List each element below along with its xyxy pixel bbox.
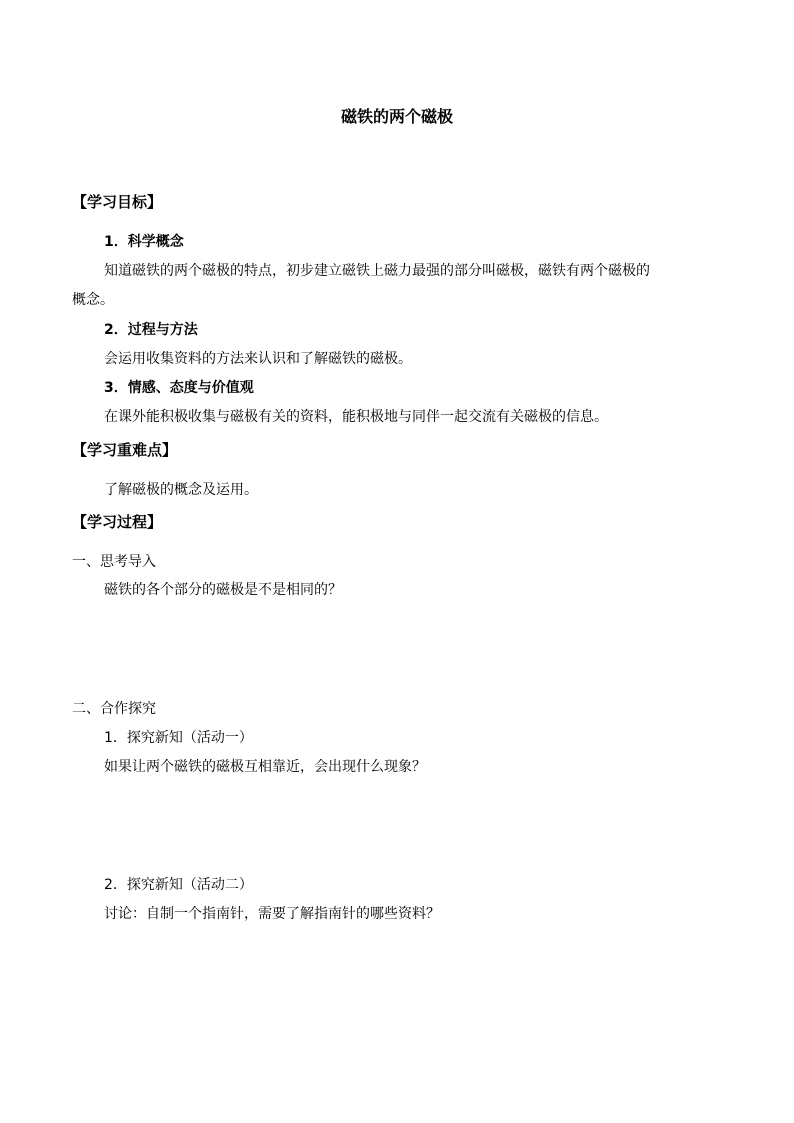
key-points-heading: 【学习重难点】 [72, 441, 178, 459]
process-heading: 【学习过程】 [72, 513, 163, 531]
objective-1-text-cont: 概念。 [72, 292, 114, 308]
key-points-text: 了解磁极的概念及运用。 [104, 482, 258, 498]
document-title: 磁铁的两个磁极 [340, 107, 453, 126]
part2-heading: 二、合作探究 [72, 701, 156, 717]
objective-3-text: 在课外能积极收集与磁极有关的资料，能积极地与同伴一起交流有关磁极的信息。 [104, 409, 608, 425]
objective-1-heading: 1．科学概念 [104, 234, 184, 250]
activity2-question: 讨论：自制一个指南针，需要了解指南针的哪些资料？ [104, 906, 440, 922]
activity1-heading: 1．探究新知（活动一） [104, 730, 253, 746]
objective-1-text: 知道磁铁的两个磁极的特点，初步建立磁铁上磁力最强的部分叫磁极，磁铁有两个磁极的 [104, 263, 650, 279]
activity1-question: 如果让两个磁铁的磁极互相靠近，会出现什么现象？ [104, 759, 426, 775]
part1-heading: 一、思考导入 [72, 554, 156, 570]
part1-question: 磁铁的各个部分的磁极是不是相同的？ [104, 582, 342, 598]
objectives-heading: 【学习目标】 [72, 193, 163, 211]
activity2-heading: 2．探究新知（活动二） [104, 877, 253, 893]
objective-2-heading: 2．过程与方法 [104, 322, 198, 338]
objective-2-text: 会运用收集资料的方法来认识和了解磁铁的磁极。 [104, 351, 412, 367]
objective-3-heading: 3．情感、态度与价值观 [104, 380, 254, 396]
